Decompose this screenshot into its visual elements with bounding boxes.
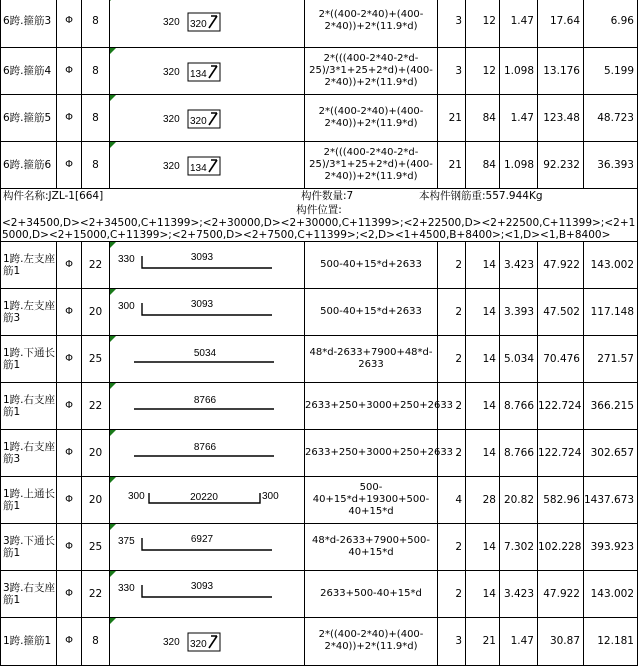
total-length: 70.476 bbox=[538, 335, 584, 382]
member-name-value: JZL-1[664] bbox=[48, 190, 104, 203]
stirrup-inner-dimension: 320 bbox=[190, 116, 207, 127]
bar-count: 2 bbox=[438, 241, 466, 288]
member-position-title: 构件位置: bbox=[1, 204, 638, 217]
unit-length: 1.098 bbox=[500, 48, 538, 95]
bar-shape bbox=[110, 617, 305, 665]
bar-shape bbox=[110, 0, 305, 48]
member-weight-value: 557.944Kg bbox=[485, 190, 543, 203]
rebar-name: 6跨.箍筋4 bbox=[1, 48, 57, 95]
unit-length: 3.393 bbox=[500, 288, 538, 335]
bar-length: 6927 bbox=[190, 533, 214, 545]
rebar-name: 1跨.箍筋1 bbox=[1, 617, 57, 665]
bar-count: 3 bbox=[438, 48, 466, 95]
length-formula: 2*(((400-2*40-2*d-25)/3*1+25+2*d)+(400-2*40))+2*(11.9*d) bbox=[305, 142, 438, 189]
bar-shape-diagram bbox=[110, 336, 305, 383]
total-count: 14 bbox=[466, 570, 500, 617]
total-length: 47.922 bbox=[538, 570, 584, 617]
length-formula: 500-40+15*d+2633 bbox=[305, 288, 438, 335]
bar-weight: 36.393 bbox=[584, 142, 638, 189]
steel-grade: Φ bbox=[57, 335, 82, 382]
bar-diameter: 20 bbox=[82, 429, 110, 476]
stirrup-inner-dimension: 134 bbox=[190, 163, 207, 174]
steel-grade: Φ bbox=[57, 241, 82, 288]
rebar-name: 1跨.左支座筋1 bbox=[1, 241, 57, 288]
bar-weight: 271.57 bbox=[584, 335, 638, 382]
bar-diameter: 22 bbox=[82, 241, 110, 288]
bar-shape-diagram bbox=[110, 618, 305, 666]
total-count: 28 bbox=[466, 476, 500, 523]
total-length: 122.724 bbox=[538, 382, 584, 429]
bar-weight: 12.181 bbox=[584, 617, 638, 665]
table-row bbox=[1, 241, 638, 288]
bar-count: 2 bbox=[438, 335, 466, 382]
bar-count: 21 bbox=[438, 95, 466, 142]
hook-length-right: 300 bbox=[262, 490, 279, 502]
table-row bbox=[1, 570, 638, 617]
steel-grade: Φ bbox=[57, 617, 82, 665]
bar-diameter: 20 bbox=[82, 288, 110, 335]
steel-grade: Φ bbox=[57, 0, 82, 48]
table-row bbox=[1, 429, 638, 476]
bar-count: 3 bbox=[438, 0, 466, 48]
bar-diameter: 8 bbox=[82, 48, 110, 95]
bar-shape-diagram bbox=[110, 430, 305, 477]
total-count: 14 bbox=[466, 335, 500, 382]
bar-weight: 5.199 bbox=[584, 48, 638, 95]
bar-weight: 1437.673 bbox=[584, 476, 638, 523]
total-count: 84 bbox=[466, 95, 500, 142]
hook-length: 300 bbox=[118, 300, 135, 312]
bar-diameter: 22 bbox=[82, 382, 110, 429]
unit-length: 1.098 bbox=[500, 142, 538, 189]
member-count-label: 构件数量: bbox=[301, 190, 347, 203]
member-position-text: <2+34500,D><2+34500,C+11399>;<2+30000,D><2+30000,C+11399>;<2+22500,D><2+22500,C+11399>;<2+15000,D><2+15000,C+11399>;<2+7500,D><2+7500,C+11399>;<2,D><1+4500,B+8400>;<1,D><1,B+8400> bbox=[1, 217, 638, 242]
unit-length: 8.766 bbox=[500, 382, 538, 429]
table-row bbox=[1, 382, 638, 429]
bar-count: 4 bbox=[438, 476, 466, 523]
bar-shape bbox=[110, 476, 305, 523]
total-length: 47.502 bbox=[538, 288, 584, 335]
unit-length: 7.302 bbox=[500, 523, 538, 570]
table-row bbox=[1, 288, 638, 335]
stirrup-dimension: 320 bbox=[163, 161, 180, 172]
unit-length: 3.423 bbox=[500, 241, 538, 288]
total-length: 582.96 bbox=[538, 476, 584, 523]
bar-diameter: 8 bbox=[82, 95, 110, 142]
hook-length: 375 bbox=[118, 535, 135, 547]
bar-count: 3 bbox=[438, 617, 466, 665]
bar-length: 8766 bbox=[193, 441, 217, 453]
total-count: 14 bbox=[466, 288, 500, 335]
stirrup-dimension: 320 bbox=[163, 67, 180, 78]
unit-length: 20.82 bbox=[500, 476, 538, 523]
stirrup-dimension: 320 bbox=[163, 114, 180, 125]
steel-grade: Φ bbox=[57, 48, 82, 95]
length-formula: 48*d-2633+7900+48*d-2633 bbox=[305, 335, 438, 382]
bar-weight: 393.923 bbox=[584, 523, 638, 570]
total-count: 14 bbox=[466, 241, 500, 288]
bar-shape bbox=[110, 382, 305, 429]
total-count: 84 bbox=[466, 142, 500, 189]
rebar-name: 6跨.箍筋5 bbox=[1, 95, 57, 142]
total-count: 12 bbox=[466, 0, 500, 48]
total-count: 14 bbox=[466, 382, 500, 429]
bar-shape-diagram bbox=[110, 48, 305, 95]
bar-shape-diagram bbox=[110, 524, 305, 571]
table-row bbox=[1, 48, 638, 95]
unit-length: 5.034 bbox=[500, 335, 538, 382]
bar-length: 3093 bbox=[190, 298, 214, 310]
total-count: 14 bbox=[466, 429, 500, 476]
steel-grade: Φ bbox=[57, 288, 82, 335]
bar-shape-diagram bbox=[110, 95, 305, 142]
bar-shape-diagram bbox=[110, 477, 305, 524]
rebar-name: 1跨.下通长筋1 bbox=[1, 335, 57, 382]
bar-shape bbox=[110, 288, 305, 335]
length-formula: 500-40+15*d+2633 bbox=[305, 241, 438, 288]
rebar-name: 1跨.右支座筋3 bbox=[1, 429, 57, 476]
hook-length: 330 bbox=[118, 253, 135, 265]
bar-diameter: 8 bbox=[82, 617, 110, 665]
unit-length: 3.423 bbox=[500, 570, 538, 617]
total-count: 12 bbox=[466, 48, 500, 95]
stirrup-inner-dimension: 134 bbox=[190, 69, 207, 80]
hook-length-left: 300 bbox=[128, 490, 145, 502]
bar-weight: 48.723 bbox=[584, 95, 638, 142]
bar-length: 5034 bbox=[193, 347, 217, 359]
total-count: 21 bbox=[466, 617, 500, 665]
unit-length: 1.47 bbox=[500, 95, 538, 142]
steel-grade: Φ bbox=[57, 429, 82, 476]
member-name-label: 构件名称: bbox=[3, 190, 49, 203]
bar-weight: 143.002 bbox=[584, 241, 638, 288]
bar-shape bbox=[110, 429, 305, 476]
steel-grade: Φ bbox=[57, 476, 82, 523]
bar-length: 3093 bbox=[190, 251, 214, 263]
upper-stirrup-rows bbox=[1, 0, 638, 189]
total-length: 47.922 bbox=[538, 241, 584, 288]
rebar-name: 6跨.箍筋3 bbox=[1, 0, 57, 48]
total-length: 17.64 bbox=[538, 0, 584, 48]
stirrup-inner-dimension: 320 bbox=[190, 638, 207, 650]
bar-weight: 143.002 bbox=[584, 570, 638, 617]
bar-shape bbox=[110, 241, 305, 288]
bar-count: 2 bbox=[438, 382, 466, 429]
rebar-name: 3跨.下通长筋1 bbox=[1, 523, 57, 570]
bar-shape-diagram bbox=[110, 383, 305, 430]
member-weight-label: 本构件钢筋重: bbox=[419, 190, 486, 203]
bar-shape bbox=[110, 570, 305, 617]
bar-count: 2 bbox=[438, 523, 466, 570]
stirrup-dimension: 320 bbox=[163, 636, 180, 648]
total-length: 102.228 bbox=[538, 523, 584, 570]
bar-length: 20220 bbox=[190, 491, 218, 503]
table-row bbox=[1, 523, 638, 570]
unit-length: 1.47 bbox=[500, 617, 538, 665]
stirrup-dimension: 320 bbox=[163, 17, 180, 28]
bar-diameter: 22 bbox=[82, 570, 110, 617]
bar-weight: 366.215 bbox=[584, 382, 638, 429]
total-length: 13.176 bbox=[538, 48, 584, 95]
table-row bbox=[1, 95, 638, 142]
total-length: 122.724 bbox=[538, 429, 584, 476]
length-formula: 2*((400-2*40)+(400-2*40))+2*(11.9*d) bbox=[305, 0, 438, 48]
steel-grade: Φ bbox=[57, 382, 82, 429]
steel-grade: Φ bbox=[57, 570, 82, 617]
bar-length: 8766 bbox=[193, 394, 217, 406]
rebar-name: 1跨.左支座筋3 bbox=[1, 288, 57, 335]
table-row bbox=[1, 476, 638, 523]
table-row bbox=[1, 142, 638, 189]
hook-length: 330 bbox=[118, 582, 135, 594]
bar-weight: 117.148 bbox=[584, 288, 638, 335]
bar-length: 3093 bbox=[190, 580, 214, 592]
length-formula: 2633+250+3000+250+2633 bbox=[305, 429, 438, 476]
member-count-value: 7 bbox=[346, 190, 354, 203]
table-row bbox=[1, 0, 638, 48]
bar-count: 2 bbox=[438, 570, 466, 617]
rebar-rows bbox=[1, 241, 638, 665]
length-formula: 2633+250+3000+250+2633 bbox=[305, 382, 438, 429]
bar-shape-diagram bbox=[110, 571, 305, 618]
steel-grade: Φ bbox=[57, 142, 82, 189]
bar-count: 2 bbox=[438, 288, 466, 335]
bar-diameter: 25 bbox=[82, 335, 110, 382]
bar-weight: 6.96 bbox=[584, 0, 638, 48]
rebar-name: 1跨.上通长筋1 bbox=[1, 476, 57, 523]
unit-length: 1.47 bbox=[500, 0, 538, 48]
bar-shape bbox=[110, 142, 305, 189]
length-formula: 2*(((400-2*40-2*d-25)/3*1+25+2*d)+(400-2*40))+2*(11.9*d) bbox=[305, 48, 438, 95]
total-length: 30.87 bbox=[538, 617, 584, 665]
rebar-name: 3跨.右支座筋1 bbox=[1, 570, 57, 617]
bar-weight: 302.657 bbox=[584, 429, 638, 476]
bar-shape bbox=[110, 335, 305, 382]
bar-shape bbox=[110, 95, 305, 142]
total-count: 14 bbox=[466, 523, 500, 570]
bar-diameter: 8 bbox=[82, 0, 110, 48]
table-row bbox=[1, 335, 638, 382]
rebar-name: 1跨.右支座筋1 bbox=[1, 382, 57, 429]
bar-shape-diagram bbox=[110, 142, 305, 189]
bar-count: 21 bbox=[438, 142, 466, 189]
steel-grade: Φ bbox=[57, 95, 82, 142]
bar-shape-diagram bbox=[110, 289, 305, 336]
stirrup-inner-dimension: 320 bbox=[190, 19, 207, 30]
member-header bbox=[1, 189, 638, 242]
bar-shape-diagram bbox=[110, 242, 305, 289]
steel-grade: Φ bbox=[57, 523, 82, 570]
unit-length: 8.766 bbox=[500, 429, 538, 476]
bar-diameter: 20 bbox=[82, 476, 110, 523]
bar-shape bbox=[110, 48, 305, 95]
length-formula: 2*((400-2*40)+(400-2*40))+2*(11.9*d) bbox=[305, 95, 438, 142]
bar-count: 2 bbox=[438, 429, 466, 476]
bar-shape bbox=[110, 523, 305, 570]
length-formula: 2*((400-2*40)+(400-2*40))+2*(11.9*d) bbox=[305, 617, 438, 665]
total-length: 92.232 bbox=[538, 142, 584, 189]
rebar-name: 6跨.箍筋6 bbox=[1, 142, 57, 189]
bar-diameter: 25 bbox=[82, 523, 110, 570]
bar-shape-diagram bbox=[110, 0, 305, 48]
length-formula: 500-40+15*d+19300+500-40+15*d bbox=[305, 476, 438, 523]
table-row bbox=[1, 617, 638, 665]
length-formula: 48*d-2633+7900+500-40+15*d bbox=[305, 523, 438, 570]
length-formula: 2633+500-40+15*d bbox=[305, 570, 438, 617]
total-length: 123.48 bbox=[538, 95, 584, 142]
bar-diameter: 8 bbox=[82, 142, 110, 189]
